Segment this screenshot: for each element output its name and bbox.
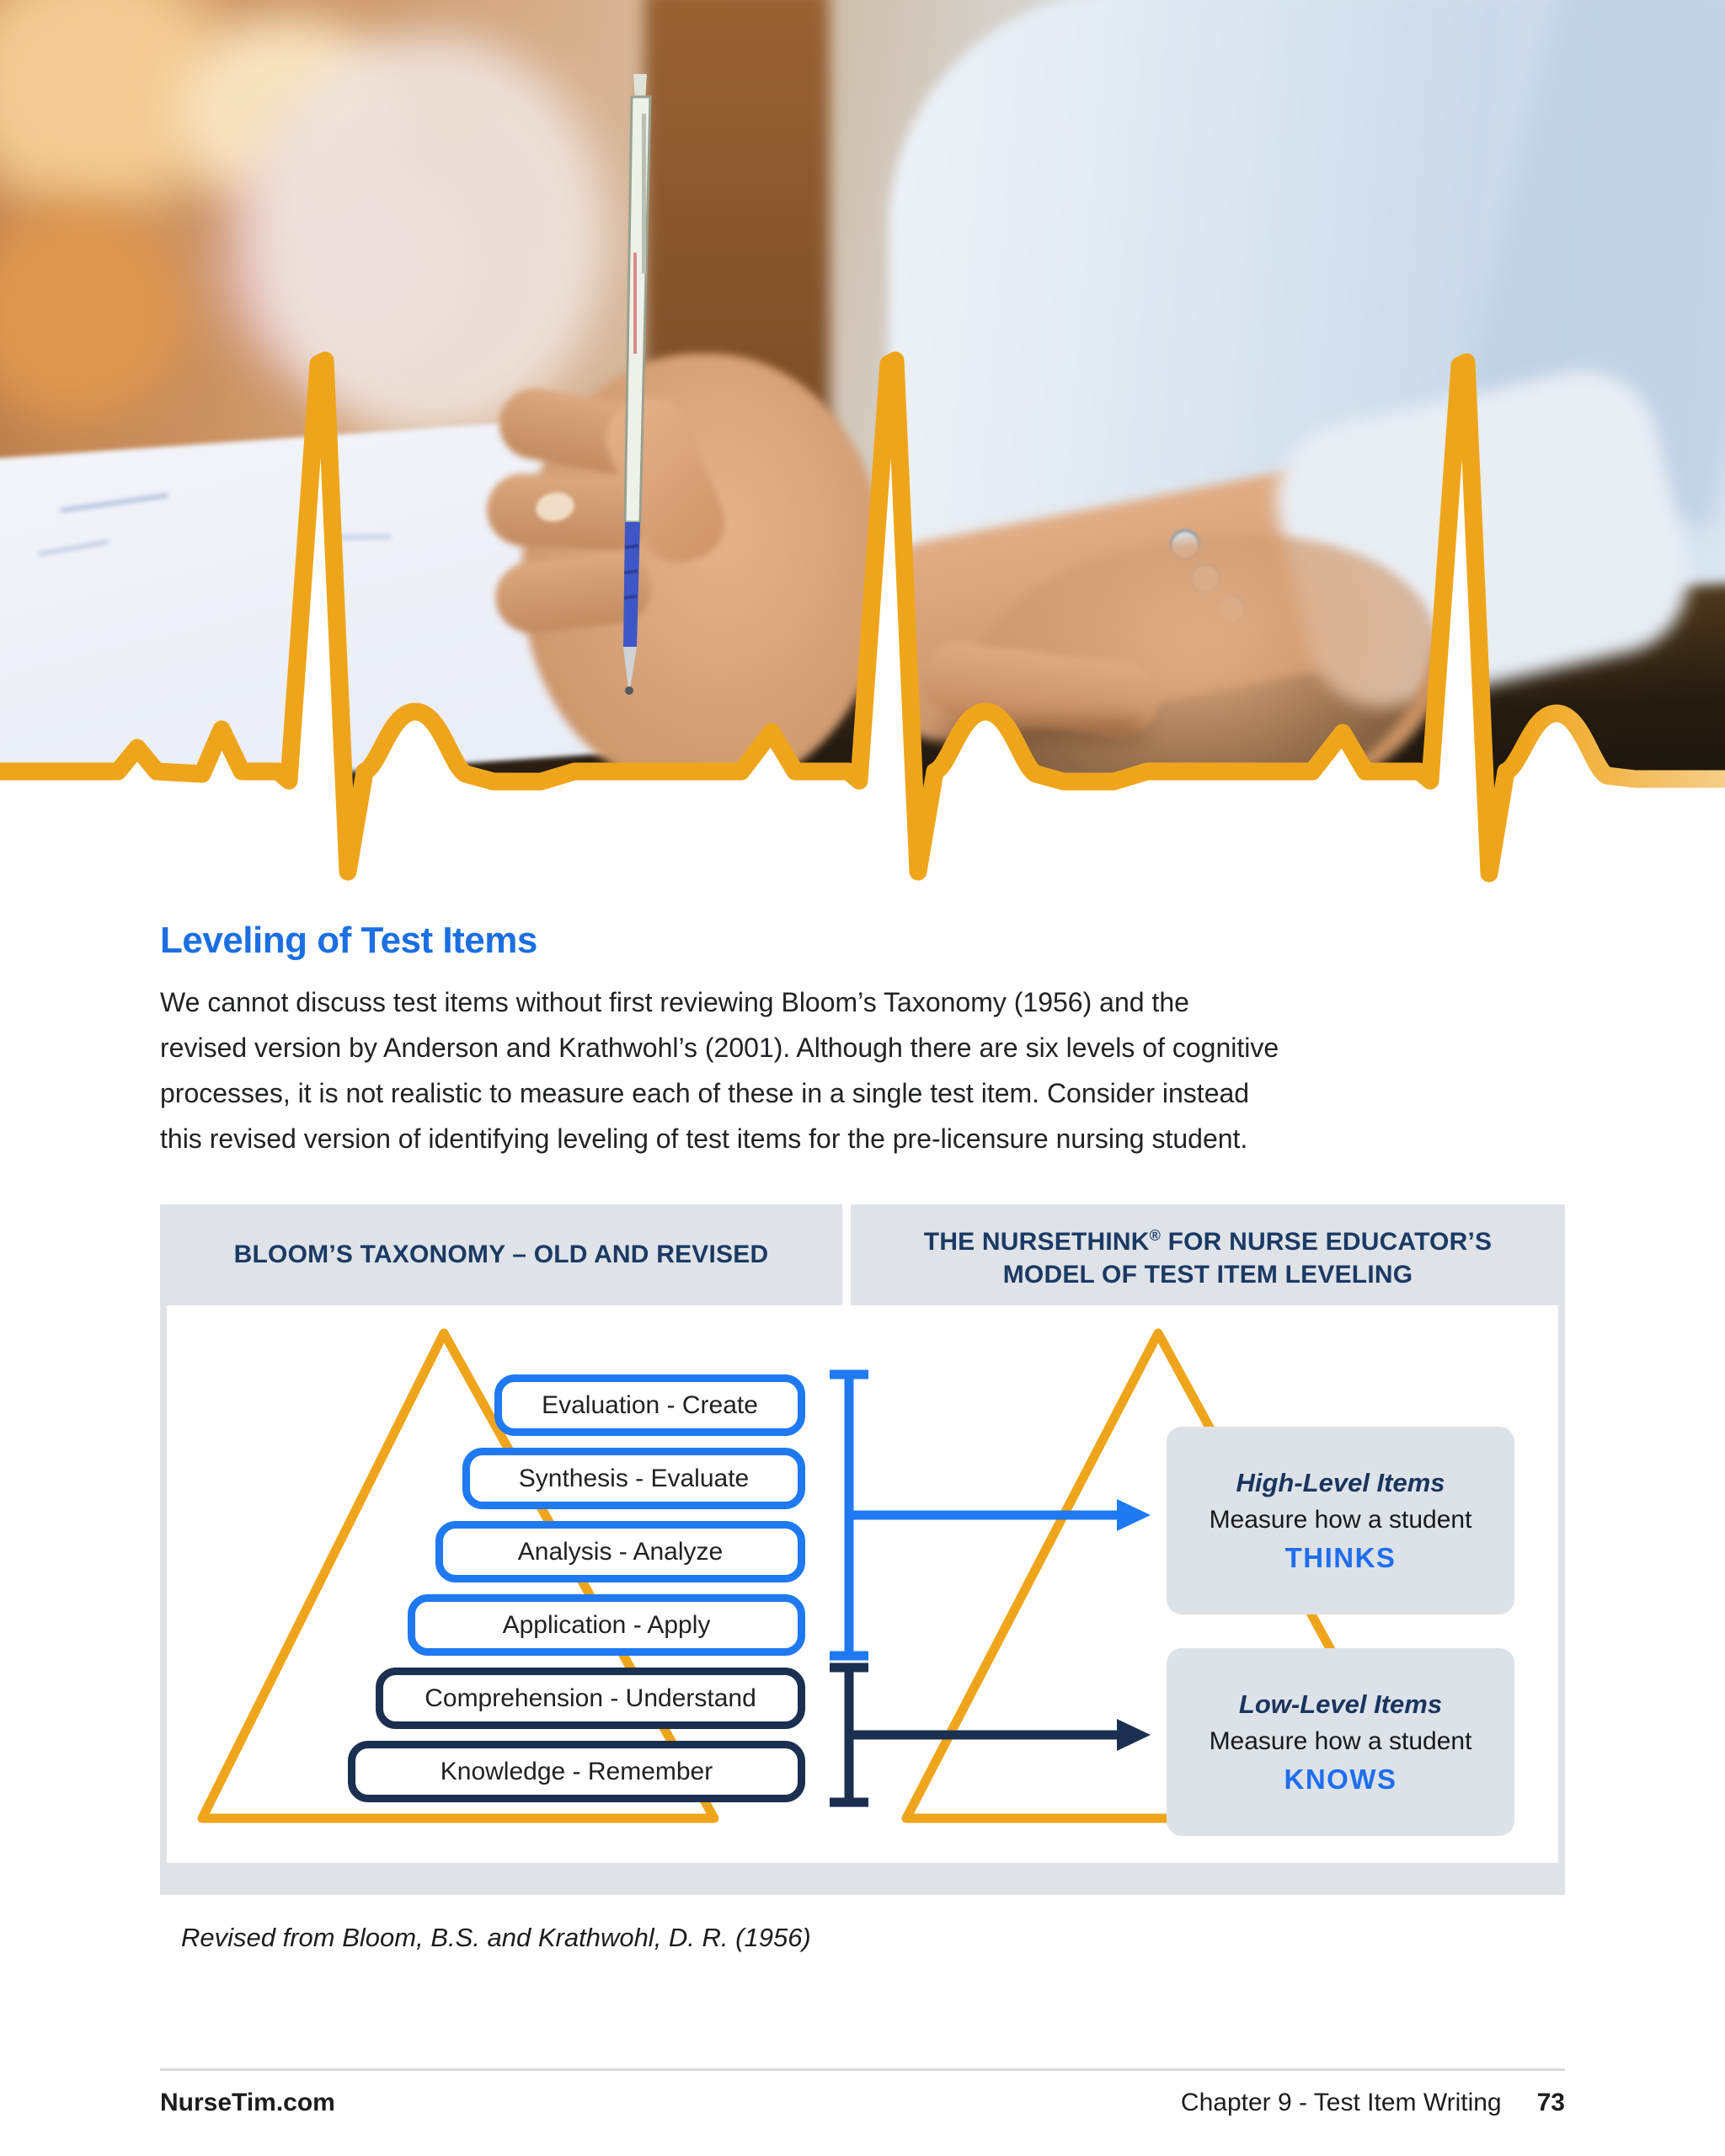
low-level-title: Low-Level Items xyxy=(1238,1689,1443,1719)
level-synthesis: Synthesis - Evaluate xyxy=(462,1448,805,1509)
footer-divider xyxy=(160,2068,1565,2071)
chapter-label: Chapter 9 - Test Item Writing xyxy=(1180,2089,1502,2116)
level-comprehension: Comprehension - Understand xyxy=(376,1668,805,1729)
diagram-canvas xyxy=(167,1305,1558,1863)
level-knowledge: Knowledge - Remember xyxy=(348,1741,805,1802)
high-level-card xyxy=(1167,1427,1514,1614)
figure-caption: Revised from Bloom, B.S. and Krathwohl, D. R. (1956) xyxy=(181,1923,811,1952)
high-level-title: High-Level Items xyxy=(1236,1467,1445,1497)
diagram-header-left: BLOOM’S TAXONOMY – OLD AND REVISED xyxy=(233,1241,769,1268)
heartbeat-line xyxy=(0,0,1725,943)
registered-mark: ® xyxy=(1149,1226,1162,1244)
level-application: Application - Apply xyxy=(408,1594,805,1656)
high-level-keyword: THINKS xyxy=(1284,1541,1397,1573)
high-level-line: Measure how a student xyxy=(1209,1505,1472,1534)
footer-chapter xyxy=(1181,2089,1565,2117)
high-level-bracket xyxy=(830,1374,1117,1656)
diagram-header xyxy=(160,1204,1565,1305)
diagram-header-right xyxy=(851,1219,1565,1291)
header-right-text: FOR NURSE EDUCATOR’S MODEL OF TEST ITEM LEVELING xyxy=(1002,1227,1493,1289)
page-title: Leveling of Test Items xyxy=(160,920,537,961)
paragraph-line: processes, it is not realistic to measure each of these in a single test item. Consider instead xyxy=(160,1078,1250,1108)
page-number: 73 xyxy=(1536,2089,1565,2116)
paragraph-line: We cannot discuss test items without first reviewing Bloom’s Taxonomy (1956) and the xyxy=(160,987,1189,1017)
header-divider xyxy=(842,1204,851,1305)
level-evaluation: Evaluation - Create xyxy=(494,1374,805,1436)
low-level-line: Measure how a student xyxy=(1209,1726,1472,1755)
header-right-text: THE NURSETHINK xyxy=(923,1227,1150,1256)
paragraph-line: revised version by Anderson and Krathwohl’s (2001). Although there are six levels of cognitive xyxy=(160,1033,1279,1063)
low-level-card xyxy=(1167,1648,1514,1836)
low-level-arrowhead xyxy=(1117,1719,1151,1751)
intro-paragraph xyxy=(160,979,1474,1161)
high-level-arrowhead xyxy=(1117,1499,1151,1531)
low-level-keyword: KNOWS xyxy=(1284,1763,1397,1795)
taxonomy-diagram xyxy=(160,1204,1565,1895)
footer-site: NurseTim.com xyxy=(160,2089,335,2116)
level-analysis: Analysis - Analyze xyxy=(435,1521,805,1582)
paragraph-line: this revised version of identifying leveling of test items for the pre-licensure nursing student. xyxy=(160,1123,1248,1154)
